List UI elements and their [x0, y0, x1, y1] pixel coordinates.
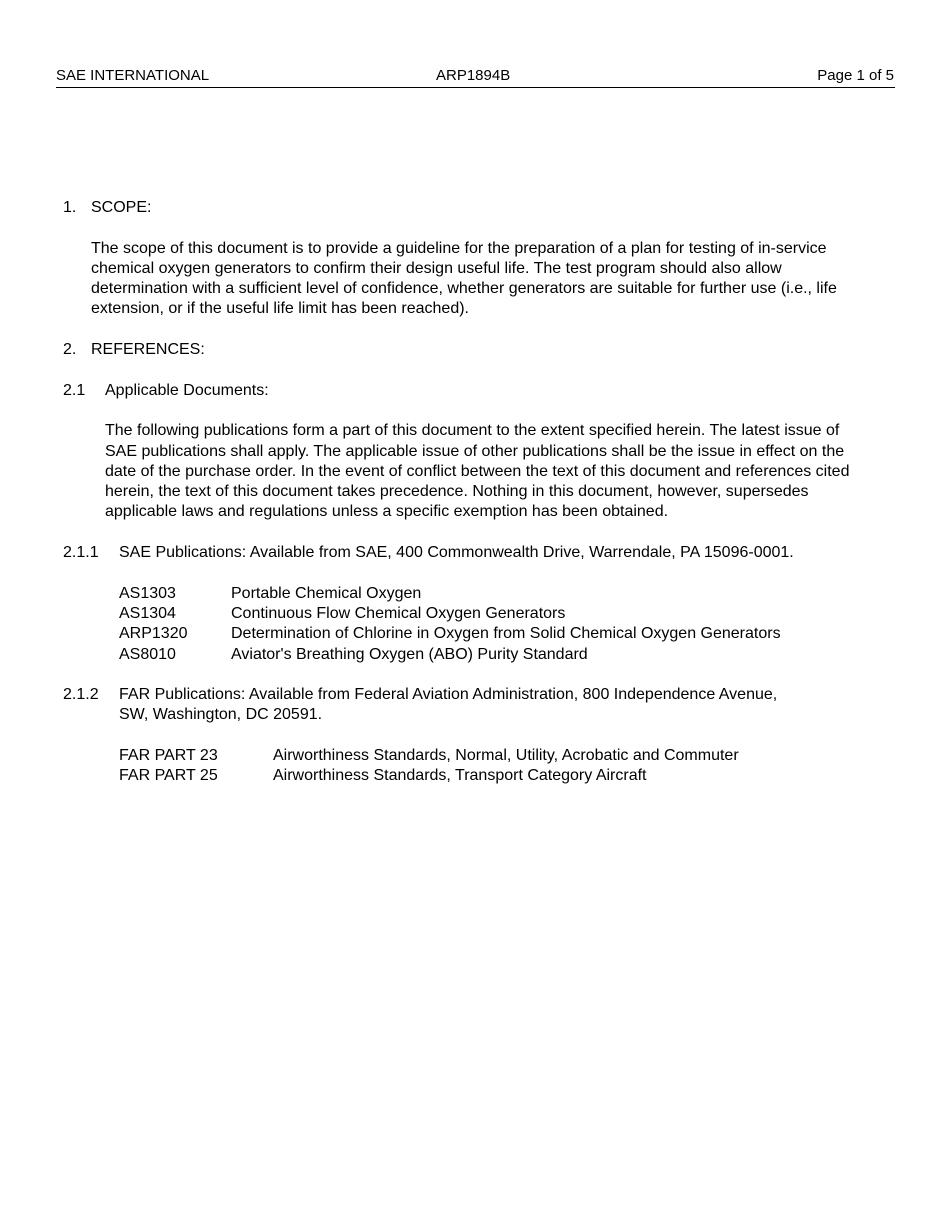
section-title: SCOPE: — [91, 199, 152, 216]
page-header — [56, 66, 895, 88]
reference-id: FAR PART 25 — [119, 767, 218, 785]
header-organization: SAE INTERNATIONAL — [56, 67, 210, 84]
scope-paragraph: The scope of this document is to provide a guideline for the preparation of a plan for testing of in-service chemical oxygen generators to confirm their design useful life. The test program should also allow determination with a sufficient level of confidence, whether generators are suitable for further use (i.e., life extension, or if the useful life limit has been reached). — [91, 239, 837, 318]
section-number: 2.1.2 — [63, 686, 99, 704]
section-2-1-2-heading — [63, 685, 863, 705]
sae-references-list — [119, 584, 863, 665]
section-number: 1. — [63, 199, 77, 216]
applicable-documents-paragraph: The following publications form a part of this document to the extent specified herein. The latest issue of SAE publications shall apply. The applicable issue of other publications shall be the issue in effect on the date of the purchase order. In the event of conflict between the text of this document and references cited herein, the text of this document takes precedence. Nothing in this document, however, supersedes applicable laws and regulations unless a specific exemption has been obtained. — [105, 422, 850, 521]
section-number: 2. — [63, 341, 77, 359]
reference-title: Aviator's Breathing Oxygen (ABO) Purity Standard — [231, 645, 588, 663]
reference-id: AS8010 — [119, 645, 176, 663]
reference-id: ARP1320 — [119, 625, 188, 643]
reference-id: FAR PART 23 — [119, 747, 218, 765]
section-number: 2.1 — [63, 381, 86, 399]
reference-title: Airworthiness Standards, Transport Category Aircraft — [273, 767, 647, 785]
list-item — [119, 746, 863, 766]
section-2-1-heading — [63, 381, 863, 401]
section-title: Applicable Documents: — [105, 381, 269, 399]
list-item — [119, 584, 863, 604]
reference-title: Continuous Flow Chemical Oxygen Generators — [231, 604, 566, 622]
section-2-1-1-heading — [63, 543, 863, 563]
list-item — [119, 766, 863, 786]
section-title: REFERENCES: — [91, 341, 205, 359]
section-title: FAR Publications: Available from Federal Aviation Administration, 800 Independence Avenue, — [119, 686, 778, 704]
reference-id: AS1303 — [119, 584, 176, 602]
reference-title: Determination of Chlorine in Oxygen from Solid Chemical Oxygen Generators — [231, 625, 781, 643]
section-number: 2.1.1 — [63, 544, 99, 562]
reference-title: Airworthiness Standards, Normal, Utility, Acrobatic and Commuter — [273, 747, 739, 765]
section-title: SAE Publications: Available from SAE, 400 Commonwealth Drive, Warrendale, PA 15096-0001. — [119, 544, 794, 562]
document-body — [63, 198, 863, 787]
reference-title: Portable Chemical Oxygen — [231, 584, 422, 602]
section-title-continuation: SW, Washington, DC 20591. — [119, 706, 323, 724]
list-item — [119, 624, 863, 644]
section-1-heading — [63, 198, 863, 218]
list-item — [119, 604, 863, 624]
list-item — [119, 645, 863, 665]
reference-id: AS1304 — [119, 604, 176, 622]
header-page-number: Page 1 of 5 — [817, 67, 894, 84]
header-document-number: ARP1894B — [436, 67, 511, 84]
section-2-heading — [63, 340, 863, 360]
far-references-list — [119, 746, 863, 787]
